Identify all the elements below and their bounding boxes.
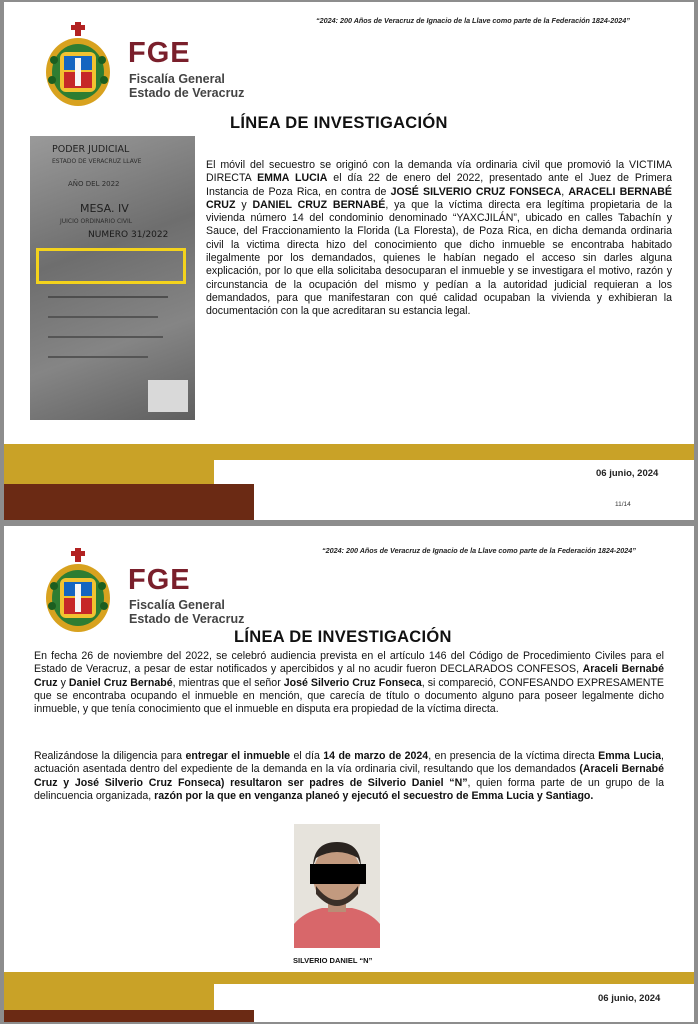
motto-text: “2024: 200 Años de Veracruz de Ignacio de la Llave como parte de la Federación 1824-2024” (316, 16, 630, 25)
footer-brown-band (4, 1010, 254, 1022)
suspect-photo (294, 824, 380, 948)
doc-line: AÑO DEL 2022 (68, 180, 120, 188)
document-date: 06 junio, 2024 (596, 468, 659, 479)
org-name (129, 598, 244, 626)
org-name-line1: Fiscalía General (129, 598, 225, 612)
org-name-line2: Estado de Veracruz (129, 612, 245, 626)
photo-caption: SILVERIO DANIEL “N” (293, 956, 373, 965)
investigation-paragraph: El móvil del secuestro se originó con la demanda vía ordinaria civil que promovió la VICTIMA DIRECTA EMMA LUCIA el día 22 de enero del 2022, presentado ante el Juez de Primera Instancia de Poza Rica, en contra de JOSÉ SILVERIO CRUZ FONSECA, ARACELI BERNABÉ CRUZ y DANIEL CRUZ BERNABÉ, ya que la víctima directa era legítima propietaria de la vivienda número 14 del condominio denominado “YAXCJILÁN”, ubicado en calles Tabachín y Sauce, del Fraccionamiento la Florida (La Floresta), de Poza Rica, en dicha demanda ordinaria civil la victima directa hizo del conocimiento que dicho inmueble se encontraba habitado ilegalmente por los demandados, quienes le habían negado el acceso sin darles alguna explicación, por lo que ella solicitaba desocuparan el inmueble y se investigara el motivo, razón y circunstancia de la ocupación del mismo y pedían a la autoridad judicial requieran a los demandados, para que manifestaran con qué calidad ocupaban la vivienda y exhibieran la documentación con la que acreditaran su estancia legal. (206, 159, 672, 318)
org-abbreviation: FGE (128, 564, 191, 596)
org-name-line2: Estado de Veracruz (129, 86, 245, 100)
page-number: 11/14 (615, 501, 631, 508)
document-stamp (148, 380, 188, 412)
doc-line: NUMERO 31/2022 (88, 230, 169, 240)
investigation-paragraph-1: En fecha 26 de noviembre del 2022, se celebró audiencia prevista en el artículo 146 del Código de Procedimiento Civiles para el Estado de Veracruz, a pesar de estar notificados y apercibidos y al no acudir fueron DECLARADOS CONFESOS, Araceli Bernabé Cruz y Daniel Cruz Bernabé, mientras que el señor José Silverio Cruz Fonseca, si compareció, CONFESANDO EXPRESAMENTE que se encontraba ocupando el inmueble en mención, que carecía de título o documento alguno para poseer legalmente dicho inmueble, y que tenía conocimiento que el inmueble en disputa era propiedad de la víctima directa. (34, 650, 664, 716)
doc-line: PODER JUDICIAL (52, 144, 130, 155)
investigation-paragraph-2: Realizándose la diligencia para entregar el inmueble el día 14 de marzo de 2024, en presencia de la víctima directa Emma Lucia, actuación asentada dentro del expediente de la demanda en la vía ordinaria civil, resultando que los demandados (Araceli Bernabé Cruz y José Silverio Cruz Fonseca) resultaron ser padres de Silverio Daniel “N”, quien forma parte de un grupo de la delincuencia organizada, razón por la que en venganza planeó y ejecutó el secuestro de Emma Lucia y Santiago. (34, 750, 665, 802)
motto-text: “2024: 200 Años de Veracruz de Ignacio de la Llave como parte de la Federación 1824-2024” (322, 546, 636, 555)
veracruz-seal-logo (42, 20, 114, 108)
footer-brown-band (4, 484, 254, 520)
page-title: LÍNEA DE INVESTIGACIÓN (234, 628, 452, 646)
veracruz-seal-logo (42, 546, 114, 634)
org-name-line1: Fiscalía General (129, 72, 225, 86)
highlight-box (36, 248, 186, 284)
doc-line: JUICIO ORDINARIO CIVIL (60, 218, 133, 225)
slide-page-11 (4, 2, 694, 520)
page-title: LÍNEA DE INVESTIGACIÓN (230, 114, 448, 132)
document-date: 06 junio, 2024 (598, 993, 661, 1004)
doc-line: MESA. IV (80, 202, 129, 215)
slide-page-12 (4, 526, 694, 1022)
censor-bar (310, 864, 366, 884)
court-document-photo (30, 136, 195, 420)
doc-line: ESTADO DE VERACRUZ LLAVE (52, 158, 142, 165)
org-name (129, 72, 244, 100)
org-abbreviation: FGE (128, 37, 191, 69)
